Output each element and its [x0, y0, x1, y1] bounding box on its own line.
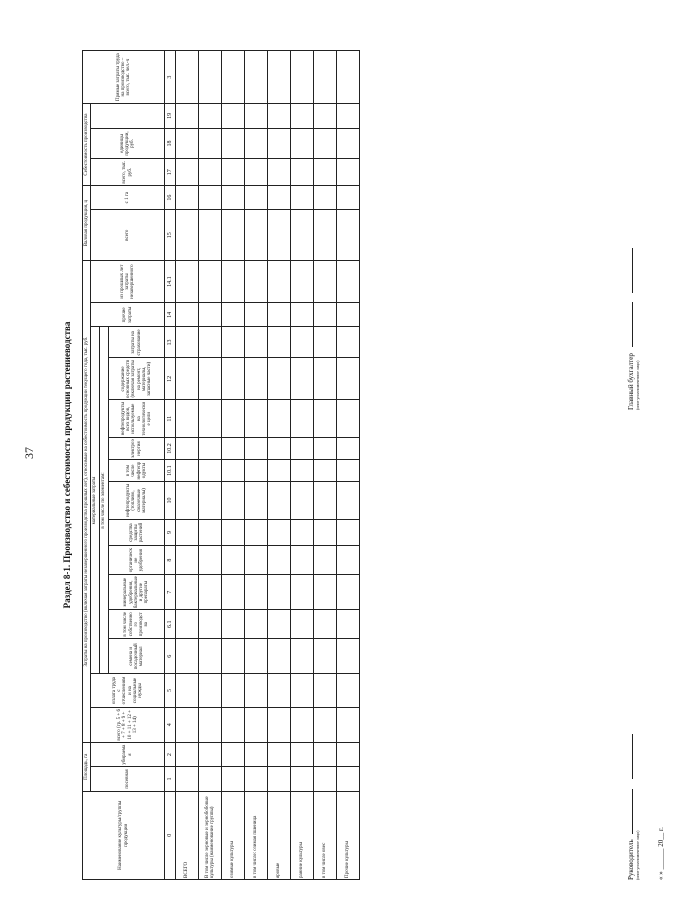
column-number: 3	[165, 51, 176, 104]
table-cell[interactable]	[337, 437, 360, 459]
header-cost-price: Себестоимость производства	[83, 104, 91, 186]
header-area: Площадь, га	[83, 742, 91, 791]
column-number: 11	[165, 400, 176, 438]
table-cell[interactable]	[176, 460, 199, 482]
table-cell[interactable]	[291, 482, 314, 520]
table-cell[interactable]	[314, 767, 337, 791]
table-cell[interactable]	[314, 460, 337, 482]
page-number: 37	[22, 447, 36, 459]
table-cell[interactable]	[268, 303, 291, 327]
table-cell[interactable]	[268, 639, 291, 674]
header-maintenance: содержание основных средств (включая затраты на ремонт, материалы, запасные части)	[109, 358, 165, 400]
header-harvested: убираемая	[91, 742, 165, 766]
column-number: 6.1	[165, 610, 176, 639]
header-output-total: всего	[91, 210, 165, 261]
table-cell[interactable]	[337, 546, 360, 575]
table-cell[interactable]	[199, 159, 222, 186]
date-line: « » ______ 20__ г.	[657, 827, 665, 880]
header-costs: Затраты на производство (включая затраты незавершенного производства прошлых лет), относимые на себестоимость продукции текущего года, тыс. руб.	[83, 261, 91, 743]
table-cell[interactable]	[268, 519, 291, 546]
table-cell[interactable]	[199, 707, 222, 742]
table-cell[interactable]	[176, 128, 199, 159]
column-number: 15	[165, 210, 176, 261]
row-label: яровые	[268, 791, 291, 879]
table-cell[interactable]	[222, 742, 245, 766]
header-name-indicators: Наименование культуры/группы продукции	[83, 791, 165, 879]
table-cell[interactable]	[199, 482, 222, 520]
data-rows	[176, 51, 360, 880]
header-electricity: электроэнергия	[109, 437, 165, 459]
table-cell[interactable]	[245, 210, 268, 261]
table-cell[interactable]	[245, 327, 268, 358]
table-cell[interactable]	[291, 159, 314, 186]
table-cell[interactable]	[199, 358, 222, 400]
table-cell[interactable]	[314, 51, 337, 104]
table-cell[interactable]	[268, 707, 291, 742]
table-cell[interactable]	[337, 303, 360, 327]
table-cell[interactable]	[199, 767, 222, 791]
table-cell[interactable]	[337, 400, 360, 438]
table-cell[interactable]	[222, 482, 245, 520]
table-cell[interactable]	[314, 358, 337, 400]
table-cell[interactable]	[291, 460, 314, 482]
table-cell[interactable]	[245, 261, 268, 303]
table-cell[interactable]	[291, 128, 314, 159]
table-cell[interactable]	[314, 519, 337, 546]
table-cell[interactable]	[291, 707, 314, 742]
table-cell[interactable]	[245, 610, 268, 639]
table-cell[interactable]	[245, 742, 268, 766]
table-cell[interactable]	[176, 482, 199, 520]
column-number: 10	[165, 482, 176, 520]
table-cell[interactable]	[291, 185, 314, 209]
rotated-form	[62, 50, 682, 880]
table-cell[interactable]	[199, 400, 222, 438]
table-row	[337, 51, 360, 880]
table-cell[interactable]	[314, 400, 337, 438]
column-number: 14	[165, 303, 176, 327]
table-cell[interactable]	[337, 261, 360, 303]
table-cell[interactable]	[222, 674, 245, 707]
table-cell[interactable]	[222, 104, 245, 128]
row-label: ВСЕГО	[176, 791, 199, 879]
table-cell[interactable]	[268, 610, 291, 639]
table-cell[interactable]	[314, 610, 337, 639]
table-cell[interactable]	[176, 575, 199, 610]
table-cell[interactable]	[268, 159, 291, 186]
table-cell[interactable]	[291, 437, 314, 459]
table-cell[interactable]	[176, 210, 199, 261]
table-row	[291, 51, 314, 880]
chief-accountant-label: Главный бухгалтер	[627, 353, 635, 410]
table-cell[interactable]	[314, 546, 337, 575]
table-cell[interactable]	[314, 707, 337, 742]
signature-line[interactable]	[632, 789, 633, 834]
table-cell[interactable]	[268, 482, 291, 520]
table-cell[interactable]	[222, 159, 245, 186]
table-cell[interactable]	[222, 519, 245, 546]
table-cell[interactable]	[245, 460, 268, 482]
table-cell[interactable]	[291, 767, 314, 791]
table-cell[interactable]	[314, 303, 337, 327]
table-cell[interactable]	[199, 546, 222, 575]
column-number: 10.1	[165, 460, 176, 482]
column-number: 14.1	[165, 261, 176, 303]
table-cell[interactable]	[291, 610, 314, 639]
table-cell[interactable]	[337, 460, 360, 482]
header-fertilizers: минеральные удобрения, бактериальные и другие препараты	[109, 575, 165, 610]
table-cell[interactable]	[222, 128, 245, 159]
column-number: 10.2	[165, 437, 176, 459]
production-cost-table	[82, 50, 360, 880]
header-sown: посевная	[91, 767, 165, 791]
table-cell[interactable]	[245, 437, 268, 459]
table-cell[interactable]	[222, 767, 245, 791]
table-cell[interactable]	[268, 104, 291, 128]
table-cell[interactable]	[245, 674, 268, 707]
table-cell[interactable]	[245, 159, 268, 186]
header-labor: оплата труда с отчислениями на социальные нужды	[91, 674, 165, 707]
row-label: Прочие культуры	[337, 791, 360, 879]
table-cell[interactable]	[176, 639, 199, 674]
table-cell[interactable]	[337, 610, 360, 639]
table-cell[interactable]	[199, 128, 222, 159]
table-row	[222, 51, 245, 880]
table-cell[interactable]	[222, 261, 245, 303]
table-cell[interactable]	[199, 437, 222, 459]
header-empty	[91, 104, 165, 128]
table-cell[interactable]	[222, 210, 245, 261]
table-cell[interactable]	[245, 707, 268, 742]
table-cell[interactable]	[337, 51, 360, 104]
chief-accountant-signature	[627, 244, 640, 410]
head-sub-label: (иное уполномоченное лицо)	[635, 830, 640, 880]
table-cell[interactable]	[245, 185, 268, 209]
table-cell[interactable]	[222, 303, 245, 327]
header-including: в том числе по элементам:	[100, 327, 109, 674]
row-label: в том числе: озимая пшеница	[245, 791, 268, 879]
header-direct-costs: Прямые затраты труда на производство – всего, тыс. чел.-ч	[83, 51, 165, 104]
table-cell[interactable]	[291, 674, 314, 707]
table-cell[interactable]	[222, 546, 245, 575]
table-cell[interactable]	[199, 742, 222, 766]
header-cost-per-unit: единицы продукции, руб.	[91, 128, 165, 159]
column-number: 13	[165, 327, 176, 358]
table-cell[interactable]	[222, 610, 245, 639]
table-cell[interactable]	[245, 575, 268, 610]
decoding-line[interactable]	[632, 734, 633, 779]
table-cell[interactable]	[176, 707, 199, 742]
table-cell[interactable]	[291, 546, 314, 575]
header-unfinished: из прошлых лет затраты незавершенного	[91, 261, 165, 303]
row-label: в том числе овес	[314, 791, 337, 879]
table-cell[interactable]	[199, 261, 222, 303]
table-cell[interactable]	[176, 185, 199, 209]
table-cell[interactable]	[199, 674, 222, 707]
table-cell[interactable]	[176, 159, 199, 186]
table-cell[interactable]	[337, 767, 360, 791]
row-label: В том числе зерновые и зернобобовые культуры (наименование группы)	[199, 791, 222, 879]
header-protection: средства защиты растений	[109, 519, 165, 546]
table-cell[interactable]	[268, 261, 291, 303]
table-cell[interactable]	[199, 575, 222, 610]
table-cell[interactable]	[291, 575, 314, 610]
column-number: 8	[165, 546, 176, 575]
header-fuel-incl: в том числе нефтепродукты	[109, 460, 165, 482]
table-cell[interactable]	[222, 185, 245, 209]
header-own-production: в том числе собственного производства	[109, 610, 165, 639]
table-cell[interactable]	[268, 767, 291, 791]
table-cell[interactable]	[176, 674, 199, 707]
chief-accountant-sub-label: (иное уполномоченное лицо)	[635, 360, 640, 410]
table-cell[interactable]	[291, 303, 314, 327]
table-cell[interactable]	[245, 303, 268, 327]
row-label: ранние культуры	[291, 791, 314, 879]
header-organic: органические удобрения	[109, 546, 165, 575]
table-cell[interactable]	[268, 546, 291, 575]
table-cell[interactable]	[314, 185, 337, 209]
table-cell[interactable]	[176, 437, 199, 459]
table-cell[interactable]	[222, 639, 245, 674]
table-cell[interactable]	[245, 104, 268, 128]
table-cell[interactable]	[245, 51, 268, 104]
column-number: 7	[165, 575, 176, 610]
table-cell[interactable]	[199, 327, 222, 358]
column-number: 0	[165, 791, 176, 879]
table-cell[interactable]	[245, 128, 268, 159]
table-cell[interactable]	[314, 742, 337, 766]
table-cell[interactable]	[199, 460, 222, 482]
header-oil-products: нефтепродукты всех видов, используемые на технологические цели	[109, 400, 165, 438]
table-cell[interactable]	[337, 519, 360, 546]
header-seeds: семена и посадочный материал	[109, 639, 165, 674]
table-cell[interactable]	[176, 327, 199, 358]
table-cell[interactable]	[291, 261, 314, 303]
table-cell[interactable]	[199, 51, 222, 104]
table-cell[interactable]	[337, 185, 360, 209]
table-cell[interactable]	[245, 400, 268, 438]
table-cell[interactable]	[314, 639, 337, 674]
table-row	[314, 51, 337, 880]
column-number: 2	[165, 742, 176, 766]
table-cell[interactable]	[291, 210, 314, 261]
table-cell[interactable]	[176, 358, 199, 400]
table-cell[interactable]	[268, 460, 291, 482]
table-row	[199, 51, 222, 880]
header-output-per-ha: с 1 га	[91, 185, 165, 209]
table-row	[176, 51, 199, 880]
table-cell[interactable]	[337, 639, 360, 674]
column-number: 6	[165, 639, 176, 674]
table-cell[interactable]	[314, 159, 337, 186]
table-row	[245, 51, 268, 880]
table-cell[interactable]	[268, 210, 291, 261]
column-number: 19	[165, 104, 176, 128]
table-cell[interactable]	[176, 400, 199, 438]
table-cell[interactable]	[291, 519, 314, 546]
table-cell[interactable]	[245, 546, 268, 575]
table-cell[interactable]	[337, 575, 360, 610]
table-cell[interactable]	[337, 104, 360, 128]
table-cell[interactable]	[176, 303, 199, 327]
column-numbers-row	[165, 51, 176, 880]
header-total-costs: всего (гр. 5 + 6 + 7 + 8 + 9 + 10 + 11 + 12 + 13 + 14)	[91, 707, 165, 742]
table-cell[interactable]	[245, 767, 268, 791]
section-title: Раздел 8-1. Производство и себестоимость продукции растениеводства	[62, 321, 72, 609]
table-cell[interactable]	[268, 674, 291, 707]
header-other-costs: прочие затраты	[91, 303, 165, 327]
table-cell[interactable]	[176, 546, 199, 575]
table-cell[interactable]	[199, 610, 222, 639]
table-cell[interactable]	[291, 51, 314, 104]
column-number: 18	[165, 128, 176, 159]
table-cell[interactable]	[199, 104, 222, 128]
table-cell[interactable]	[245, 482, 268, 520]
table-cell[interactable]	[199, 639, 222, 674]
table-cell[interactable]	[176, 610, 199, 639]
table-cell[interactable]	[176, 51, 199, 104]
table-cell[interactable]	[337, 159, 360, 186]
column-number: 12	[165, 358, 176, 400]
table-cell[interactable]	[337, 210, 360, 261]
table-cell[interactable]	[291, 104, 314, 128]
table-cell[interactable]	[314, 104, 337, 128]
table-cell[interactable]	[291, 742, 314, 766]
column-number: 17	[165, 159, 176, 186]
table-cell[interactable]	[337, 128, 360, 159]
table-cell[interactable]	[176, 767, 199, 791]
table-cell[interactable]	[199, 210, 222, 261]
column-number: 9	[165, 519, 176, 546]
table-cell[interactable]	[314, 482, 337, 520]
table-cell[interactable]	[176, 519, 199, 546]
table-cell[interactable]	[222, 460, 245, 482]
table-cell[interactable]	[176, 742, 199, 766]
table-cell[interactable]	[291, 327, 314, 358]
signature-line[interactable]	[632, 302, 633, 347]
table-cell[interactable]	[291, 358, 314, 400]
table-cell[interactable]	[337, 482, 360, 520]
table-cell[interactable]	[291, 639, 314, 674]
header-insurance: затраты на страхование	[109, 327, 165, 358]
table-cell[interactable]	[222, 437, 245, 459]
table-cell[interactable]	[314, 575, 337, 610]
table-row	[268, 51, 291, 880]
table-cell[interactable]	[268, 400, 291, 438]
table-cell[interactable]	[337, 327, 360, 358]
table-cell[interactable]	[222, 575, 245, 610]
table-cell[interactable]	[222, 51, 245, 104]
table-cell[interactable]	[245, 519, 268, 546]
table-cell[interactable]	[337, 674, 360, 707]
table-cell[interactable]	[245, 358, 268, 400]
column-number: 4	[165, 707, 176, 742]
table-cell[interactable]	[199, 303, 222, 327]
header-material-costs: материальные затраты	[91, 327, 100, 674]
table-cell[interactable]	[268, 742, 291, 766]
table-cell[interactable]	[222, 358, 245, 400]
table-cell[interactable]	[222, 327, 245, 358]
table-cell[interactable]	[199, 519, 222, 546]
table-cell[interactable]	[314, 327, 337, 358]
header-cost-total: всего, тыс. руб.	[91, 159, 165, 186]
table-cell[interactable]	[222, 400, 245, 438]
table-cell[interactable]	[291, 400, 314, 438]
column-number: 5	[165, 674, 176, 707]
table-cell[interactable]	[314, 437, 337, 459]
table-cell[interactable]	[176, 261, 199, 303]
header-fuel: нефтепродукты (топливо, смазочные материалы)	[109, 482, 165, 520]
head-signature	[627, 730, 640, 880]
table-cell[interactable]	[268, 437, 291, 459]
table-cell[interactable]	[268, 575, 291, 610]
table-cell[interactable]	[268, 185, 291, 209]
column-number: 16	[165, 185, 176, 209]
row-label: озимые культуры	[222, 791, 245, 879]
table-cell[interactable]	[268, 327, 291, 358]
column-number: 1	[165, 767, 176, 791]
table-cell[interactable]	[337, 707, 360, 742]
table-cell[interactable]	[199, 185, 222, 209]
table-cell[interactable]	[314, 210, 337, 261]
table-cell[interactable]	[337, 742, 360, 766]
table-cell[interactable]	[268, 358, 291, 400]
table-cell[interactable]	[245, 639, 268, 674]
table-cell[interactable]	[314, 261, 337, 303]
head-label: Руководитель	[627, 839, 635, 880]
table-cell[interactable]	[268, 128, 291, 159]
table-cell[interactable]	[337, 358, 360, 400]
decoding-line[interactable]	[632, 248, 633, 293]
table-cell[interactable]	[176, 104, 199, 128]
table-cell[interactable]	[314, 128, 337, 159]
header-gross-output: Валовая продукция, ц	[83, 185, 91, 260]
table-cell[interactable]	[314, 674, 337, 707]
table-cell[interactable]	[222, 707, 245, 742]
table-cell[interactable]	[268, 51, 291, 104]
